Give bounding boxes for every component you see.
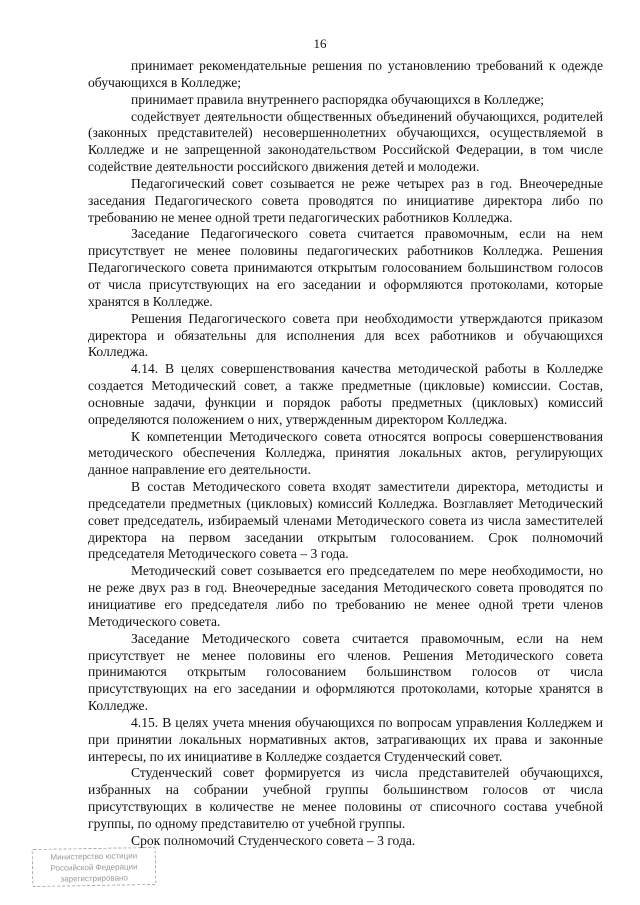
page-number: 16	[313, 36, 327, 51]
document-body	[88, 58, 603, 850]
paragraph: 4.15. В целях учета мнения обучающихся по вопросам управления Колледжем и при принятии локальных нормативных актов, затрагивающих их права и законные интересы, по их инициативе в Колледже создается Студенческий совет.	[88, 714, 603, 764]
stamp-line: Российской Федерации	[50, 862, 138, 873]
paragraph: Заседание Педагогического совета считается правомочным, если на нем присутствует не менее половины педагогических работников Колледжа. Решения Педагогического совета принимаются открытым голосованием большинством голосов от числа присутствующих на его заседании и оформляются протоколами, которые хранятся в Колледже.	[88, 226, 603, 309]
paragraph: Педагогический совет созывается не реже четырех раз в год. Внеочередные заседания Педагогического совета проводятся по инициативе директора либо по требованию не менее одной трети педагогических работников Колледжа.	[88, 175, 603, 225]
paragraph: В состав Методического совета входят заместители директора, методисты и председатели предметных (цикловых) комиссий Колледжа. Возглавляет Методический совет председатель, избираемый членами Методического совета из числа заместителей директора на первом заседании открытым голосованием. Срок полномочий председателя Методического совета – 3 года.	[88, 479, 603, 562]
paragraph: К компетенции Методического совета относятся вопросы совершенствования методического обеспечения Колледжа, принятия локальных актов, регулирующих данное направление его деятельности.	[88, 428, 603, 478]
paragraph: Решения Педагогического совета при необходимости утверждаются приказом директора и обязательны для исполнения для всех работников и обучающихся Колледжа.	[88, 310, 603, 360]
stamp-line: зарегистрировано	[60, 873, 128, 884]
paragraph: Методический совет созывается его председателем по мере необходимости, но не реже двух раз в год. Внеочередные заседания Методического совета проводятся по инициативе его председателя либо по требованию не менее одной трети членов Методического совета.	[88, 563, 603, 629]
registration-stamp	[32, 847, 157, 887]
paragraph: принимает рекомендательные решения по установлению требований к одежде обучающихся в Колледже;	[88, 58, 603, 90]
paragraph: Заседание Методического совета считается правомочным, если на нем присутствует не менее половины его членов. Решения Методического совета принимаются открытым голосованием большинством голосов от числа присутствующих на его заседании и оформляются протоколами, которые хранятся в Колледже.	[88, 630, 603, 714]
stamp-line: Министерство юстиции	[50, 851, 138, 862]
paragraph: 4.14. В целях совершенствования качества методической работы в Колледже создается Методический совет, а также предметные (цикловые) комиссии. Состав, основные задачи, функции и порядок работы предметных (цикловых) комиссий определяются положением о них, утвержденным директором Колледжа.	[88, 361, 603, 427]
paragraph: Студенческий совет формируется из числа представителей обучающихся, избранных на собрании учебной группы большинством голосов от числа присутствующих в количестве не менее половины от списочного состава учебной группы, по одному представителю от учебной группы.	[88, 765, 603, 831]
paragraph: содействует деятельности общественных объединений обучающихся, родителей (законных представителей) несовершеннолетних обучающихся, осуществляемой в Колледже и не запрещенной законодательством Российской Федерации, в том числе содействие деятельности российского движения детей и молодежи.	[88, 108, 603, 175]
paragraph: принимает правила внутреннего распорядка обучающихся в Колледже;	[131, 91, 545, 107]
paragraph: Срок полномочий Студенческого совета – 3 года.	[131, 832, 416, 848]
